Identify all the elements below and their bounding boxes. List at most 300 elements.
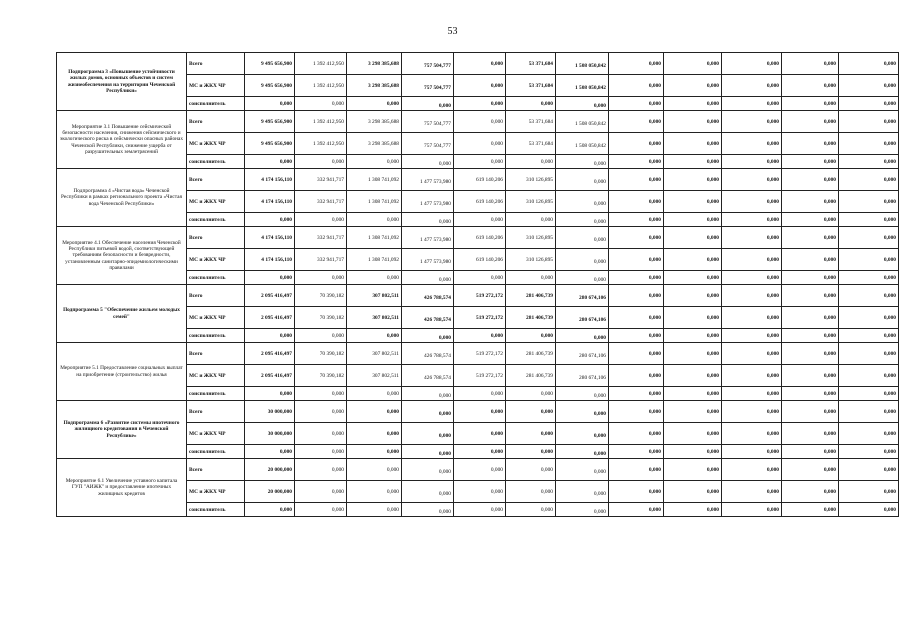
amount-cell: 0,000 xyxy=(782,459,839,481)
amount-cell: 0,000 xyxy=(402,483,454,505)
amount-cell: 0,000 xyxy=(245,97,295,111)
amount-cell: 0,000 xyxy=(722,75,782,97)
amount-cell: 281 406,739 xyxy=(506,307,556,329)
amount-cell: 0,000 xyxy=(556,171,609,193)
amount-cell: 0,000 xyxy=(295,155,347,169)
funding-source-cell: соисполнитель xyxy=(187,155,245,169)
amount-cell: 53 371,684 xyxy=(506,75,556,97)
amount-cell: 0,000 xyxy=(402,447,454,461)
amount-cell: 0,000 xyxy=(609,387,664,401)
amount-cell: 0,000 xyxy=(454,111,506,133)
amount-cell: 1 392 412,950 xyxy=(295,75,347,97)
amount-cell: 426 788,574 xyxy=(402,345,454,367)
program-name-cell: Мероприятие 4.1 Обеспечение населения Чеченской Республики питьевой водой, соответствующей требованиям безопасности и безвредности, установленным санитарно-эпидемиологическими правилами xyxy=(57,227,187,285)
amount-cell: 0,000 xyxy=(782,249,839,271)
amount-cell: 0,000 xyxy=(664,271,722,285)
amount-cell: 0,000 xyxy=(609,97,664,111)
amount-cell: 281 406,739 xyxy=(506,285,556,307)
table-body xyxy=(57,53,899,517)
amount-cell: 0,000 xyxy=(664,191,722,213)
amount-cell: 0,000 xyxy=(402,403,454,425)
amount-cell: 0,000 xyxy=(839,503,899,517)
amount-cell: 0,000 xyxy=(782,227,839,249)
amount-cell: 0,000 xyxy=(347,329,402,343)
amount-cell: 0,000 xyxy=(347,271,402,285)
amount-cell: 0,000 xyxy=(609,155,664,169)
amount-cell: 0,000 xyxy=(664,169,722,191)
amount-cell: 0,000 xyxy=(609,191,664,213)
amount-cell: 1 308 741,092 xyxy=(347,169,402,191)
amount-cell: 0,000 xyxy=(664,53,722,75)
program-name-cell: Мероприятие 5.1 Предоставление социальных выплат на приобретение (строительство) жилья xyxy=(57,343,187,401)
amount-cell: 9 495 656,900 xyxy=(245,75,295,97)
amount-cell: 519 272,172 xyxy=(454,343,506,365)
amount-cell: 426 788,574 xyxy=(402,309,454,331)
amount-cell: 0,000 xyxy=(556,229,609,251)
amount-cell: 0,000 xyxy=(782,213,839,227)
amount-cell: 0,000 xyxy=(839,133,899,155)
amount-cell: 0,000 xyxy=(454,445,506,459)
amount-cell: 310 126,895 xyxy=(506,249,556,271)
amount-cell: 0,000 xyxy=(506,155,556,169)
amount-cell: 0,000 xyxy=(782,329,839,343)
amount-cell: 0,000 xyxy=(347,155,402,169)
amount-cell: 0,000 xyxy=(839,111,899,133)
amount-cell: 0,000 xyxy=(722,481,782,503)
amount-cell: 0,000 xyxy=(245,271,295,285)
amount-cell: 310 126,895 xyxy=(506,191,556,213)
amount-cell: 0,000 xyxy=(506,459,556,481)
amount-cell: 0,000 xyxy=(839,271,899,285)
amount-cell: 0,000 xyxy=(609,423,664,445)
amount-cell: 0,000 xyxy=(722,503,782,517)
amount-cell: 0,000 xyxy=(722,387,782,401)
amount-cell: 0,000 xyxy=(839,423,899,445)
funding-source-cell: Всего xyxy=(187,285,245,307)
amount-cell: 0,000 xyxy=(609,75,664,97)
amount-cell: 20 000,000 xyxy=(245,459,295,481)
amount-cell: 70 390,182 xyxy=(295,285,347,307)
amount-cell: 0,000 xyxy=(722,423,782,445)
program-name-cell: Подпрограмма 5 "Обеспечение жильем молодых семей" xyxy=(57,285,187,343)
amount-cell: 0,000 xyxy=(722,445,782,459)
amount-cell: 1 508 050,842 xyxy=(556,55,609,77)
amount-cell: 0,000 xyxy=(454,329,506,343)
amount-cell: 0,000 xyxy=(609,213,664,227)
amount-cell: 0,000 xyxy=(347,481,402,503)
amount-cell: 0,000 xyxy=(506,329,556,343)
amount-cell: 0,000 xyxy=(722,307,782,329)
amount-cell: 0,000 xyxy=(839,285,899,307)
amount-cell: 0,000 xyxy=(609,343,664,365)
amount-cell: 0,000 xyxy=(664,503,722,517)
amount-cell: 1 508 050,842 xyxy=(556,113,609,135)
amount-cell: 0,000 xyxy=(295,271,347,285)
amount-cell: 0,000 xyxy=(609,503,664,517)
amount-cell: 757 504,777 xyxy=(402,113,454,135)
amount-cell: 2 095 416,497 xyxy=(245,285,295,307)
amount-cell: 0,000 xyxy=(295,459,347,481)
amount-cell: 0,000 xyxy=(556,425,609,447)
amount-cell: 0,000 xyxy=(609,53,664,75)
amount-cell: 0,000 xyxy=(556,389,609,403)
amount-cell: 0,000 xyxy=(454,271,506,285)
amount-cell: 0,000 xyxy=(664,307,722,329)
amount-cell: 0,000 xyxy=(245,387,295,401)
amount-cell: 3 298 385,688 xyxy=(347,53,402,75)
funding-source-cell: Всего xyxy=(187,53,245,75)
amount-cell: 426 788,574 xyxy=(402,287,454,309)
amount-cell: 0,000 xyxy=(782,401,839,423)
amount-cell: 0,000 xyxy=(839,53,899,75)
amount-cell: 0,000 xyxy=(782,271,839,285)
amount-cell: 281 406,739 xyxy=(506,343,556,365)
amount-cell: 0,000 xyxy=(556,215,609,229)
amount-cell: 4 174 156,110 xyxy=(245,191,295,213)
amount-cell: 280 674,106 xyxy=(556,345,609,367)
amount-cell: 0,000 xyxy=(454,133,506,155)
amount-cell: 0,000 xyxy=(402,331,454,345)
program-name-cell: Подпрограмма 4 «Чистая вода» Чеченской Республики в рамках регионального проекта «Чистая вода Чеченской Республики» xyxy=(57,169,187,227)
amount-cell: 0,000 xyxy=(556,251,609,273)
amount-cell: 0,000 xyxy=(347,445,402,459)
amount-cell: 9 495 656,900 xyxy=(245,53,295,75)
amount-cell: 0,000 xyxy=(609,481,664,503)
amount-cell: 0,000 xyxy=(782,423,839,445)
amount-cell: 0,000 xyxy=(664,133,722,155)
amount-cell: 0,000 xyxy=(347,387,402,401)
page-number: 53 xyxy=(447,26,458,37)
amount-cell: 619 140,206 xyxy=(454,169,506,191)
amount-cell: 0,000 xyxy=(454,53,506,75)
amount-cell: 30 000,000 xyxy=(245,401,295,423)
amount-cell: 0,000 xyxy=(839,481,899,503)
amount-cell: 0,000 xyxy=(664,155,722,169)
amount-cell: 0,000 xyxy=(664,227,722,249)
funding-source-cell: МС и ЖКХ ЧР xyxy=(187,75,245,97)
amount-cell: 0,000 xyxy=(664,343,722,365)
amount-cell: 0,000 xyxy=(506,401,556,423)
amount-cell: 0,000 xyxy=(722,329,782,343)
table-row xyxy=(57,285,899,307)
amount-cell: 0,000 xyxy=(506,213,556,227)
amount-cell: 0,000 xyxy=(245,503,295,517)
amount-cell: 0,000 xyxy=(782,97,839,111)
amount-cell: 0,000 xyxy=(839,155,899,169)
amount-cell: 0,000 xyxy=(722,227,782,249)
amount-cell: 0,000 xyxy=(609,111,664,133)
amount-cell: 0,000 xyxy=(556,483,609,505)
amount-cell: 0,000 xyxy=(664,387,722,401)
amount-cell: 1 392 412,950 xyxy=(295,53,347,75)
amount-cell: 0,000 xyxy=(347,423,402,445)
amount-cell: 0,000 xyxy=(782,133,839,155)
amount-cell: 0,000 xyxy=(506,423,556,445)
amount-cell: 310 126,895 xyxy=(506,227,556,249)
amount-cell: 0,000 xyxy=(609,329,664,343)
amount-cell: 0,000 xyxy=(402,99,454,113)
amount-cell: 757 504,777 xyxy=(402,77,454,99)
amount-cell: 281 406,739 xyxy=(506,365,556,387)
amount-cell: 619 140,206 xyxy=(454,249,506,271)
amount-cell: 0,000 xyxy=(347,401,402,423)
amount-cell: 0,000 xyxy=(782,75,839,97)
amount-cell: 0,000 xyxy=(609,459,664,481)
amount-cell: 30 000,000 xyxy=(245,423,295,445)
amount-cell: 0,000 xyxy=(506,481,556,503)
amount-cell: 2 095 416,497 xyxy=(245,307,295,329)
amount-cell: 0,000 xyxy=(402,157,454,171)
amount-cell: 0,000 xyxy=(295,481,347,503)
funding-source-cell: Всего xyxy=(187,343,245,365)
amount-cell: 0,000 xyxy=(556,157,609,171)
amount-cell: 332 941,717 xyxy=(295,169,347,191)
amount-cell: 0,000 xyxy=(506,97,556,111)
amount-cell: 0,000 xyxy=(402,215,454,229)
amount-cell: 0,000 xyxy=(782,307,839,329)
amount-cell: 0,000 xyxy=(556,447,609,461)
amount-cell: 0,000 xyxy=(722,285,782,307)
amount-cell: 0,000 xyxy=(454,401,506,423)
amount-cell: 0,000 xyxy=(664,401,722,423)
amount-cell: 0,000 xyxy=(722,53,782,75)
amount-cell: 0,000 xyxy=(609,307,664,329)
amount-cell: 307 802,511 xyxy=(347,343,402,365)
amount-cell: 0,000 xyxy=(722,365,782,387)
amount-cell: 1 308 741,092 xyxy=(347,191,402,213)
amount-cell: 70 390,182 xyxy=(295,343,347,365)
amount-cell: 0,000 xyxy=(402,461,454,483)
funding-source-cell: МС и ЖКХ ЧР xyxy=(187,307,245,329)
amount-cell: 0,000 xyxy=(839,445,899,459)
amount-cell: 0,000 xyxy=(782,111,839,133)
amount-cell: 3 298 385,688 xyxy=(347,75,402,97)
amount-cell: 1 308 741,092 xyxy=(347,227,402,249)
amount-cell: 757 504,777 xyxy=(402,135,454,157)
amount-cell: 0,000 xyxy=(839,97,899,111)
amount-cell: 0,000 xyxy=(347,213,402,227)
program-name-cell: Мероприятие 6.1 Увеличение уставного капитала ГУП "АИЖК" и предоставление ипотечных жилищных кредитов xyxy=(57,459,187,517)
table-row xyxy=(57,111,899,133)
amount-cell: 4 174 156,110 xyxy=(245,249,295,271)
funding-source-cell: Всего xyxy=(187,227,245,249)
amount-cell: 0,000 xyxy=(839,459,899,481)
table-row xyxy=(57,401,899,423)
amount-cell: 1 477 573,980 xyxy=(402,193,454,215)
amount-cell: 0,000 xyxy=(295,503,347,517)
amount-cell: 9 495 656,900 xyxy=(245,111,295,133)
amount-cell: 0,000 xyxy=(245,445,295,459)
amount-cell: 0,000 xyxy=(609,133,664,155)
amount-cell: 1 508 050,842 xyxy=(556,77,609,99)
amount-cell: 53 371,684 xyxy=(506,133,556,155)
amount-cell: 0,000 xyxy=(722,401,782,423)
amount-cell: 0,000 xyxy=(556,403,609,425)
amount-cell: 0,000 xyxy=(722,249,782,271)
amount-cell: 307 802,511 xyxy=(347,307,402,329)
amount-cell: 0,000 xyxy=(295,329,347,343)
amount-cell: 0,000 xyxy=(664,111,722,133)
table-row xyxy=(57,343,899,365)
amount-cell: 20 000,000 xyxy=(245,481,295,503)
funding-source-cell: МС и ЖКХ ЧР xyxy=(187,133,245,155)
amount-cell: 0,000 xyxy=(782,445,839,459)
amount-cell: 0,000 xyxy=(506,503,556,517)
amount-cell: 0,000 xyxy=(556,273,609,287)
amount-cell: 1 392 412,950 xyxy=(295,133,347,155)
amount-cell: 3 298 385,688 xyxy=(347,133,402,155)
amount-cell: 0,000 xyxy=(782,191,839,213)
amount-cell: 0,000 xyxy=(295,401,347,423)
amount-cell: 0,000 xyxy=(454,423,506,445)
amount-cell: 0,000 xyxy=(556,505,609,519)
amount-cell: 0,000 xyxy=(722,343,782,365)
table-row xyxy=(57,227,899,249)
amount-cell: 0,000 xyxy=(295,387,347,401)
amount-cell: 0,000 xyxy=(245,213,295,227)
amount-cell: 0,000 xyxy=(839,213,899,227)
amount-cell: 0,000 xyxy=(506,271,556,285)
funding-source-cell: соисполнитель xyxy=(187,97,245,111)
program-name-cell: Мероприятие 3.1 Повышение сейсмической безопасности населения, снижения сейсмического и экологического риска в сейсмически опасных районах Чеченской Республики, снижение ущерба от разрушительных землетрясений xyxy=(57,111,187,169)
amount-cell: 4 174 156,110 xyxy=(245,169,295,191)
amount-cell: 0,000 xyxy=(556,461,609,483)
amount-cell: 0,000 xyxy=(295,97,347,111)
funding-source-cell: соисполнитель xyxy=(187,445,245,459)
amount-cell: 0,000 xyxy=(402,389,454,403)
amount-cell: 1 392 412,950 xyxy=(295,111,347,133)
amount-cell: 280 674,106 xyxy=(556,287,609,309)
amount-cell: 0,000 xyxy=(722,459,782,481)
amount-cell: 0,000 xyxy=(454,75,506,97)
amount-cell: 53 371,684 xyxy=(506,111,556,133)
table-row xyxy=(57,53,899,75)
program-name-cell: Подпрограмма 6 «Развитие системы ипотечного жилищного кредитования в Чеченской Республике» xyxy=(57,401,187,459)
funding-source-cell: МС и ЖКХ ЧР xyxy=(187,249,245,271)
amount-cell: 0,000 xyxy=(245,329,295,343)
amount-cell: 0,000 xyxy=(782,285,839,307)
amount-cell: 619 140,206 xyxy=(454,191,506,213)
amount-cell: 0,000 xyxy=(722,97,782,111)
amount-cell: 0,000 xyxy=(839,307,899,329)
amount-cell: 0,000 xyxy=(295,213,347,227)
amount-cell: 0,000 xyxy=(839,75,899,97)
amount-cell: 280 674,106 xyxy=(556,309,609,331)
amount-cell: 0,000 xyxy=(722,111,782,133)
amount-cell: 0,000 xyxy=(839,227,899,249)
amount-cell: 1 508 050,842 xyxy=(556,135,609,157)
amount-cell: 332 941,717 xyxy=(295,227,347,249)
amount-cell: 0,000 xyxy=(722,133,782,155)
amount-cell: 0,000 xyxy=(245,155,295,169)
amount-cell: 332 941,717 xyxy=(295,249,347,271)
amount-cell: 0,000 xyxy=(664,481,722,503)
amount-cell: 70 390,182 xyxy=(295,307,347,329)
funding-source-cell: Всего xyxy=(187,111,245,133)
amount-cell: 0,000 xyxy=(722,169,782,191)
amount-cell: 0,000 xyxy=(295,423,347,445)
amount-cell: 0,000 xyxy=(664,213,722,227)
amount-cell: 0,000 xyxy=(782,53,839,75)
amount-cell: 0,000 xyxy=(664,97,722,111)
amount-cell: 0,000 xyxy=(609,401,664,423)
amount-cell: 0,000 xyxy=(609,445,664,459)
amount-cell: 0,000 xyxy=(402,273,454,287)
amount-cell: 2 095 416,497 xyxy=(245,365,295,387)
amount-cell: 1 477 573,980 xyxy=(402,229,454,251)
amount-cell: 0,000 xyxy=(506,387,556,401)
amount-cell: 0,000 xyxy=(664,249,722,271)
amount-cell: 0,000 xyxy=(609,271,664,285)
funding-source-cell: МС и ЖКХ ЧР xyxy=(187,191,245,213)
amount-cell: 0,000 xyxy=(722,155,782,169)
amount-cell: 0,000 xyxy=(782,155,839,169)
amount-cell: 0,000 xyxy=(782,343,839,365)
table-row xyxy=(57,459,899,481)
amount-cell: 519 272,172 xyxy=(454,285,506,307)
amount-cell: 0,000 xyxy=(347,459,402,481)
amount-cell: 0,000 xyxy=(454,213,506,227)
amount-cell: 0,000 xyxy=(664,445,722,459)
amount-cell: 757 504,777 xyxy=(402,55,454,77)
amount-cell: 619 140,206 xyxy=(454,227,506,249)
amount-cell: 0,000 xyxy=(609,227,664,249)
amount-cell: 332 941,717 xyxy=(295,191,347,213)
amount-cell: 0,000 xyxy=(454,387,506,401)
amount-cell: 0,000 xyxy=(454,459,506,481)
amount-cell: 0,000 xyxy=(454,503,506,517)
amount-cell: 1 477 573,980 xyxy=(402,251,454,273)
budget-table xyxy=(56,52,899,517)
amount-cell: 0,000 xyxy=(609,285,664,307)
amount-cell: 0,000 xyxy=(664,329,722,343)
amount-cell: 0,000 xyxy=(347,503,402,517)
amount-cell: 2 095 416,497 xyxy=(245,343,295,365)
funding-source-cell: соисполнитель xyxy=(187,213,245,227)
funding-source-cell: Всего xyxy=(187,401,245,423)
amount-cell: 9 495 656,900 xyxy=(245,133,295,155)
amount-cell: 3 298 385,688 xyxy=(347,111,402,133)
amount-cell: 0,000 xyxy=(664,459,722,481)
amount-cell: 0,000 xyxy=(454,97,506,111)
amount-cell: 0,000 xyxy=(782,169,839,191)
table-row xyxy=(57,169,899,191)
amount-cell: 307 802,511 xyxy=(347,365,402,387)
amount-cell: 0,000 xyxy=(664,365,722,387)
amount-cell: 280 674,106 xyxy=(556,367,609,389)
amount-cell: 0,000 xyxy=(722,271,782,285)
amount-cell: 0,000 xyxy=(839,329,899,343)
funding-source-cell: МС и ЖКХ ЧР xyxy=(187,481,245,503)
amount-cell: 0,000 xyxy=(839,343,899,365)
amount-cell: 0,000 xyxy=(664,423,722,445)
amount-cell: 0,000 xyxy=(839,387,899,401)
amount-cell: 0,000 xyxy=(839,169,899,191)
amount-cell: 307 802,511 xyxy=(347,285,402,307)
amount-cell: 0,000 xyxy=(556,193,609,215)
amount-cell: 4 174 156,110 xyxy=(245,227,295,249)
amount-cell: 0,000 xyxy=(839,191,899,213)
amount-cell: 0,000 xyxy=(839,401,899,423)
amount-cell: 0,000 xyxy=(722,213,782,227)
funding-source-cell: соисполнитель xyxy=(187,387,245,401)
amount-cell: 0,000 xyxy=(454,155,506,169)
funding-source-cell: МС и ЖКХ ЧР xyxy=(187,365,245,387)
amount-cell: 519 272,172 xyxy=(454,365,506,387)
amount-cell: 0,000 xyxy=(839,365,899,387)
funding-source-cell: Всего xyxy=(187,459,245,481)
amount-cell: 310 126,895 xyxy=(506,169,556,191)
